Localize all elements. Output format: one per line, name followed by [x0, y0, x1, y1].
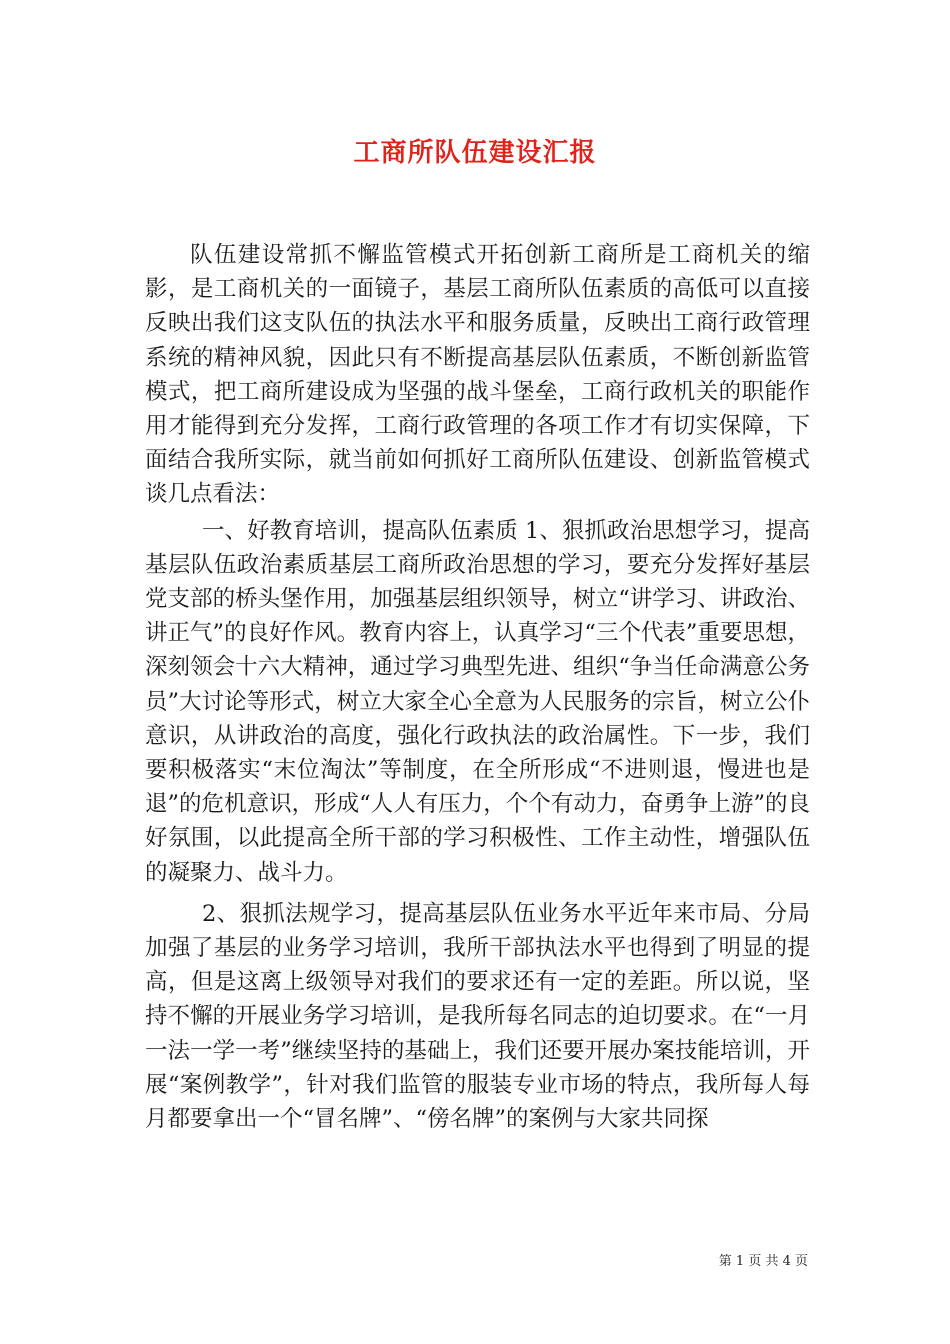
document-body [145, 238, 810, 1136]
paragraph-1: 队伍建设常抓不懈监管模式开拓创新工商所是工商机关的缩影，是工商机关的一面镜子，基层工商所队伍素质的高低可以直接反映出我们这支队伍的执法水平和服务质量，反映出工商行政管理系统的精神风貌，因此只有不断提高基层队伍素质，不断创新监管模式，把工商所建设成为坚强的战斗堡垒，工商行政机关的职能作用才能得到充分发挥，工商行政管理的各项工作才有切实保障，下面结合我所实际，就当前如何抓好工商所队伍建设、创新监管模式谈几点看法： [145, 242, 810, 508]
page-number: 第 1 页 共 4 页 [718, 1254, 808, 1269]
document-title: 工商所队伍建设汇报 [353, 138, 597, 168]
paragraph-2: 一、好教育培训，提高队伍素质 1、狠抓政治思想学习，提高基层队伍政治素质基层工商所政治思想的学习，要充分发挥好基层党支部的桥头堡作用，加强基层组织领导，树立“讲学习、讲政治、讲正气”的良好作风。教育内容上，认真学习“三个代表”重要思想，深刻领会十六大精神，通过学习典型先进、组织“争当任命满意公务员”大讨论等形式，树立大家全心全意为人民服务的宗旨，树立公仆意识，从讲政治的高度，强化行政执法的政治属性。下一步，我们要积极落实“末位淘汰”等制度，在全所形成“不进则退，慢进也是退”的危机意识，形成“人人有压力，个个有动力，奋勇争上游”的良好氛围，以此提高全所干部的学习积极性、工作主动性，增强队伍的凝聚力、战斗力。 [145, 517, 810, 886]
paragraph-3: 2、狠抓法规学习，提高基层队伍业务水平近年来市局、分局加强了基层的业务学习培训，我所干部执法水平也得到了明显的提高，但是这离上级领导对我们的要求还有一定的差距。所以说，坚持不懈的开展业务学习培训，是我所每名同志的迫切要求。在“一月一法一学一考”继续坚持的基础上，我们还要开展办案技能培训，开展“案例教学”，针对我们监管的服装专业市场的特点，我所每人每月都要拿出一个“冒名牌”、“傍名牌”的案例与大家共同探 [145, 900, 810, 1133]
